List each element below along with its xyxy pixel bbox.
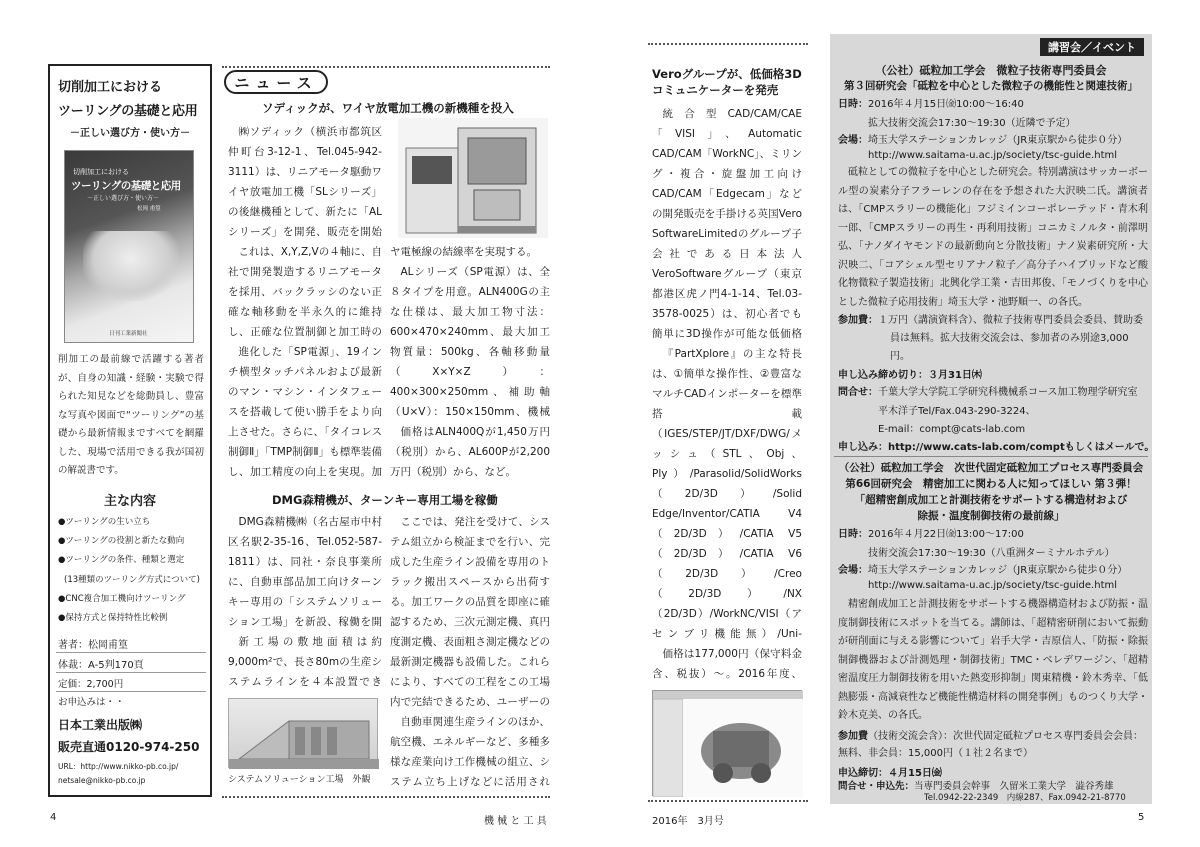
edm-machine-photo [398, 118, 548, 238]
event2-fee-label: 参加費 [838, 731, 868, 742]
event1-deadline: 申し込み締め切り：３月31日㈭ [838, 370, 982, 381]
cover-line-3: －正しい選び方・使い方－ [87, 195, 160, 202]
ad-email[interactable]: netsale@nikko-pb.co.jp [58, 776, 146, 785]
article1-col2-p1: ヤ電極線の結線率を実現する。 [390, 246, 537, 258]
ad-order: お申込みは・・ [58, 697, 125, 708]
cover-line-1: 切削加工における [73, 168, 129, 176]
event1-contact-3[interactable]: E-mail：compt@cats-lab.com [878, 424, 1026, 435]
event2-fee-value: （技術交流会含）：次世代固定砥粒プロセス専門委員会会員：無料、非会員：15,000円（１社２名まで） [838, 731, 1143, 759]
event2-title-1: 第66回研究会 精密加工に関わる人に知ってほしい 第３弾！ [845, 478, 1137, 490]
event2-contact-2: Tel.0942-22-2349 内線287、Fax.0942-21-8770 [924, 793, 1126, 803]
article2-col1-p1: DMG森精機㈱（名古屋市中村区名駅2-35-16、Tel.052-587-1811）は、同社・奈良事業所に、自動車部品加工向けターンキー専用の「システムソリューション工場」を新設、稼働を開 [228, 516, 382, 628]
event1-title: 第３回研究会「砥粒を中心とした微粒子の機能性と関連技術」 [844, 80, 1138, 92]
journal-name: 機 械 と 工 具 [484, 816, 547, 827]
event2-venue-url[interactable]: http://www.saitama-u.ac.jp/society/tsc-guide.html [868, 580, 1118, 591]
contents-item: ●ツーリングの生い立ち [58, 517, 151, 527]
event1-venue-url[interactable]: http://www.saitama-u.ac.jp/society/tsc-guide.html [868, 150, 1118, 161]
page-number-left: 4 [50, 812, 57, 823]
contents-title: 主な内容 [103, 494, 156, 509]
event1-date-value: 2016年４月15日㈮10:00～16:40 [868, 99, 1024, 110]
event2-date-value: 2016年４月22日㈮13:00～17:00 [868, 529, 1024, 540]
ad-subtitle: －正しい選び方・使い方－ [70, 128, 190, 139]
ad-title-1: 切削加工における [58, 80, 163, 95]
cover-line-2: ツーリングの基礎と応用 [71, 180, 181, 192]
article1-wide-p: これは、X,Y,Z,Vの４軸に、自社で開発製造するリニアモータを採用、バックラッシのない正確な軸移動を半永久的に維持し、正確な位置制御と加工時の [228, 246, 382, 338]
event2-deadline: 申込締切：４月15日㈮ [838, 768, 942, 779]
event1-contact-label: 問合せ： [838, 387, 878, 398]
contents-item: ●CNC複合加工機向けツーリング [58, 593, 186, 604]
event2-fee [838, 728, 1148, 762]
event2-date2: 技術交流会17:30～19:30（八重洲ターミナルホテル） [868, 548, 1115, 559]
ad-description: 削加工の最前線で活躍する著者が、自身の知識・経験・実験で得られた知見などを総動員し、豊富な写真や図面で“ツーリング”の基礎から最新情報まですべてを網羅した、現場で活用できる我が国初の解説書です。 [58, 354, 204, 476]
event1-apply[interactable]: 申し込み：http://www.cats-lab.com/comptもしくはメールで。 [838, 442, 1155, 453]
article2-col1-p2: 新工場の敷地面積は約9,000m²で、長さ80mの生産システムラインを４本設置でき [228, 636, 382, 688]
event1-venue-value: 埼玉大学ステーションカレッジ（JR東京駅から徒歩０分） [868, 135, 1128, 146]
ad-publisher: 日本工業出版㈱ [58, 718, 143, 732]
event1-fee-value: １万円（講演資料含）、微粒子技術専門委員会委員、賛助委員は無料。拡大技術交流会は、参加者のみ別途3,000円。 [878, 315, 1143, 362]
event2-date [838, 526, 1148, 544]
partxplore-screenshot [652, 690, 802, 796]
factory-photo [228, 698, 378, 768]
ad-url[interactable]: URL：http://www.nikko-pb.co.jp/ [58, 762, 179, 771]
article1-col2-p3: 価格はALN400Qが1,450万円（税別）から、AL600Pが2,200万円（税別）から、など。 [390, 426, 550, 478]
event2-body: 精密創成加工と計測技術をサポートする機器構造材および防振・温度制御技術にスポットを当てる。講師は、「超精密研削において振動が研削面に与える影響について」岩手大学・吉原信人、「防振・除振制御機器および計測処理・制御技術」TMC・ベレデワージン、「超精密温度圧力制御技術を用いた熱変形抑制」関東精機・鈴木秀幸、「低熱膨張・高減衰性など機能性構造材料の開発事例」ものつくり大学・鈴木克美、の各氏。 [838, 599, 1148, 721]
event1-contact-1: 千葉大学大学院工学研究科機械系コース加工物理学研究室 [878, 387, 1138, 398]
event2-contact-1: 当専門委員会幹事 久留米工業大学 澁谷秀雄 [914, 781, 1114, 792]
ad-price: 定価：2,700円 [58, 679, 124, 690]
cover-publisher: 日刊工業新聞社 [109, 331, 148, 337]
article3-p2: 『PartXplore』の主な特長は、①簡単な操作性、②豊富なマルチCADインポーターを標準搭載（IGES/STEP/JT/DXF/DWG/メッシュ（STL、Obj、Ply）/Parasolid/SolidWorks（2D/3D）/Solid Edge/Inventor/CATIA V4（2D/3D）/CATIA V5（2D/3D）/CATIA V6（2D/3D）/Creo（2D/3D）/NX（2D/3D）/WorkNC/VISI（アセンブリ機能無）/Uni- [652, 348, 802, 640]
contents-item: ●ツーリングの役割と新たな動向 [58, 536, 185, 547]
page-number-right: 5 [1138, 812, 1145, 823]
event1-contact-2: 平木洋子Tel/Fax.043-290-3224、 [878, 406, 1036, 417]
event1-venue [838, 132, 1148, 150]
event1-body: 砥粒としての微粒子を中心とした研究会。特別講演はサッカーボール型の炭素分子フラーレンの存在を予想された大沢映二氏。講演者は、「CMPスラリーの機能化」フジミインコーポレーテッド・青木利一郎、「CMPスラリーの再生・再利用技術」コニカミノルタ・前澤明弘、「ナノダイヤモンドの最新動向と分散技術」ナノ炭素研究所・大沢映二、「コアシェル型セリアナノ粒子／高分子ハイブリッドなど酸化物微粒子製造技術」北興化学工業・吉田邦俊、「モノづくりを中心とした微粒子応用技術」埼玉大学・池野順一、の各氏。 [838, 167, 1148, 308]
event2-title-2: 「超精密創成加工と計測技術をサポートする構造材および [854, 494, 1128, 506]
article3-p1: 統合型CAD/CAM/CAE「VISI」、Automatic CAD/CAM「WorkNC」、ミリング・複合・旋盤加工向けCAD/CAM「Edgecam」などの開発販売を手掛ける英国Vero SoftwareLimitedのグループ子会社である日本法人VeroSoftwareグループ（東京都港区虎ノ門4-1-14、Tel.03-3578-0025）は、初心者でも簡単に3D操作が可能な低価格 [652, 108, 802, 340]
event1-fee [838, 312, 1148, 366]
ad-author: 著者：松岡甫篁 [58, 640, 128, 651]
issue-date: 2016年 3月号 [652, 816, 724, 827]
event2-title-3: 除振・温度制御技術の最前線」 [917, 510, 1065, 522]
ad-format: 体裁：A-5判170頁 [58, 660, 144, 671]
article1-col1-p1: ㈱ソディック（横浜市都筑区仲町台3-12-1、Tel.045-942-3111）は、リニアモータ駆動ワイヤ放電加工機「SLシリーズ」の後継機種として、新たに「ALシリーズ」を開発、販売を開始 [228, 126, 382, 238]
event1-contact [838, 384, 1148, 402]
edm-machine-illustration [398, 118, 548, 238]
event2-contact [838, 780, 1148, 793]
event2-contact-label: 問合せ・申込先： [838, 781, 915, 792]
article2-title: DMG森精機が、ターンキー専用工場を稼働 [272, 493, 498, 507]
software-ui-illustration [653, 691, 803, 797]
ad-title-2: ツーリングの基礎と応用 [58, 104, 198, 119]
event2-date-label: 日時： [838, 529, 868, 540]
article2-col2-p1: ここでは、発注を受けて、システム組立から検証までを行い、完成した生産ライン設備を専用のトラック搬出スペースから出荷する。加工ワークの品質を即座に確認するため、三次元測定機、真円度測定機、表面粗さ測定機などの最新測定機器も設備した。これらにより、すべての工程をこの工場内で完結できるため、ユーザーの [390, 516, 550, 708]
cover-illustration [83, 231, 179, 301]
article3-p3: 価格は177,000円（保守料金含、税抜）～。2016年度、 [652, 648, 802, 680]
event1-date [838, 96, 1148, 114]
contents-list [58, 513, 208, 628]
book-cover [64, 150, 194, 343]
event1-org: （公社）砥粒加工学会 微粒子技術専門委員会 [875, 64, 1107, 77]
contents-item: ●保持方式と保持特性比較例 [58, 613, 168, 624]
article3-title: Veroグループが、低価格3Dコミュニケーターを発売 [652, 67, 802, 97]
event1-date2: 拡大技術交流会17:30～19:30（近隣で予定） [868, 118, 1076, 129]
news-label-text: ニュース [234, 74, 318, 92]
factory-illustration [229, 699, 379, 769]
event2-venue-value: 埼玉大学ステーションカレッジ（JR東京駅から徒歩０分） [868, 565, 1128, 576]
event1-date-label: 日時： [838, 99, 868, 110]
contents-item: ●ツーリングの条件、種類と選定 [58, 555, 185, 566]
event2-org: （公社）砥粒加工学会 次世代固定砥粒加工プロセス専門委員会 [838, 462, 1144, 474]
contents-item: (13種類のツーリング方式について) [64, 574, 200, 585]
event1-venue-label: 会場： [838, 135, 868, 146]
article2-col2-p2: 自動車関連生産ラインのほか、航空機、エネルギーなど、多種多様な産業向け工作機械の組立、システム立ち上げなどに活用され [390, 716, 550, 788]
article1-col1-p2: 進化した「SP電源」、19インチ横型タッチパネルおよび最新のマン・マシン・インタフェースを搭載して使い勝手をより向上させた。さらに、「タイコレス制御Ⅱ」「TMP制御Ⅱ」も標準装備し、加工精度の向上を実現。加 [228, 346, 382, 478]
event2-venue-label: 会場： [838, 565, 868, 576]
article1-col2-p2: ALシリーズ（SP電源）は、全８タイプを用意。ALN400Gの主な仕様は、最大加工物寸法：600×470×240mm、最大加工物質量：500kg、各軸移動量（X×Y×Z）：400×300×250mm、補助軸（U×V）：150×150mm、機械 [390, 266, 550, 418]
article1-title: ソディックが、ワイヤ放電加工機の新機種を投入 [262, 101, 514, 115]
event1-fee-label: 参加費： [838, 315, 878, 326]
events-tag: 講習会／イベント [1040, 38, 1144, 56]
ad-phone: 販売直通0120-974-250 [58, 740, 200, 754]
cover-author: 松岡 甫篁 [137, 206, 161, 212]
event2-venue [838, 562, 1148, 580]
factory-photo-caption: システムソリューション工場 外観 [228, 775, 371, 785]
